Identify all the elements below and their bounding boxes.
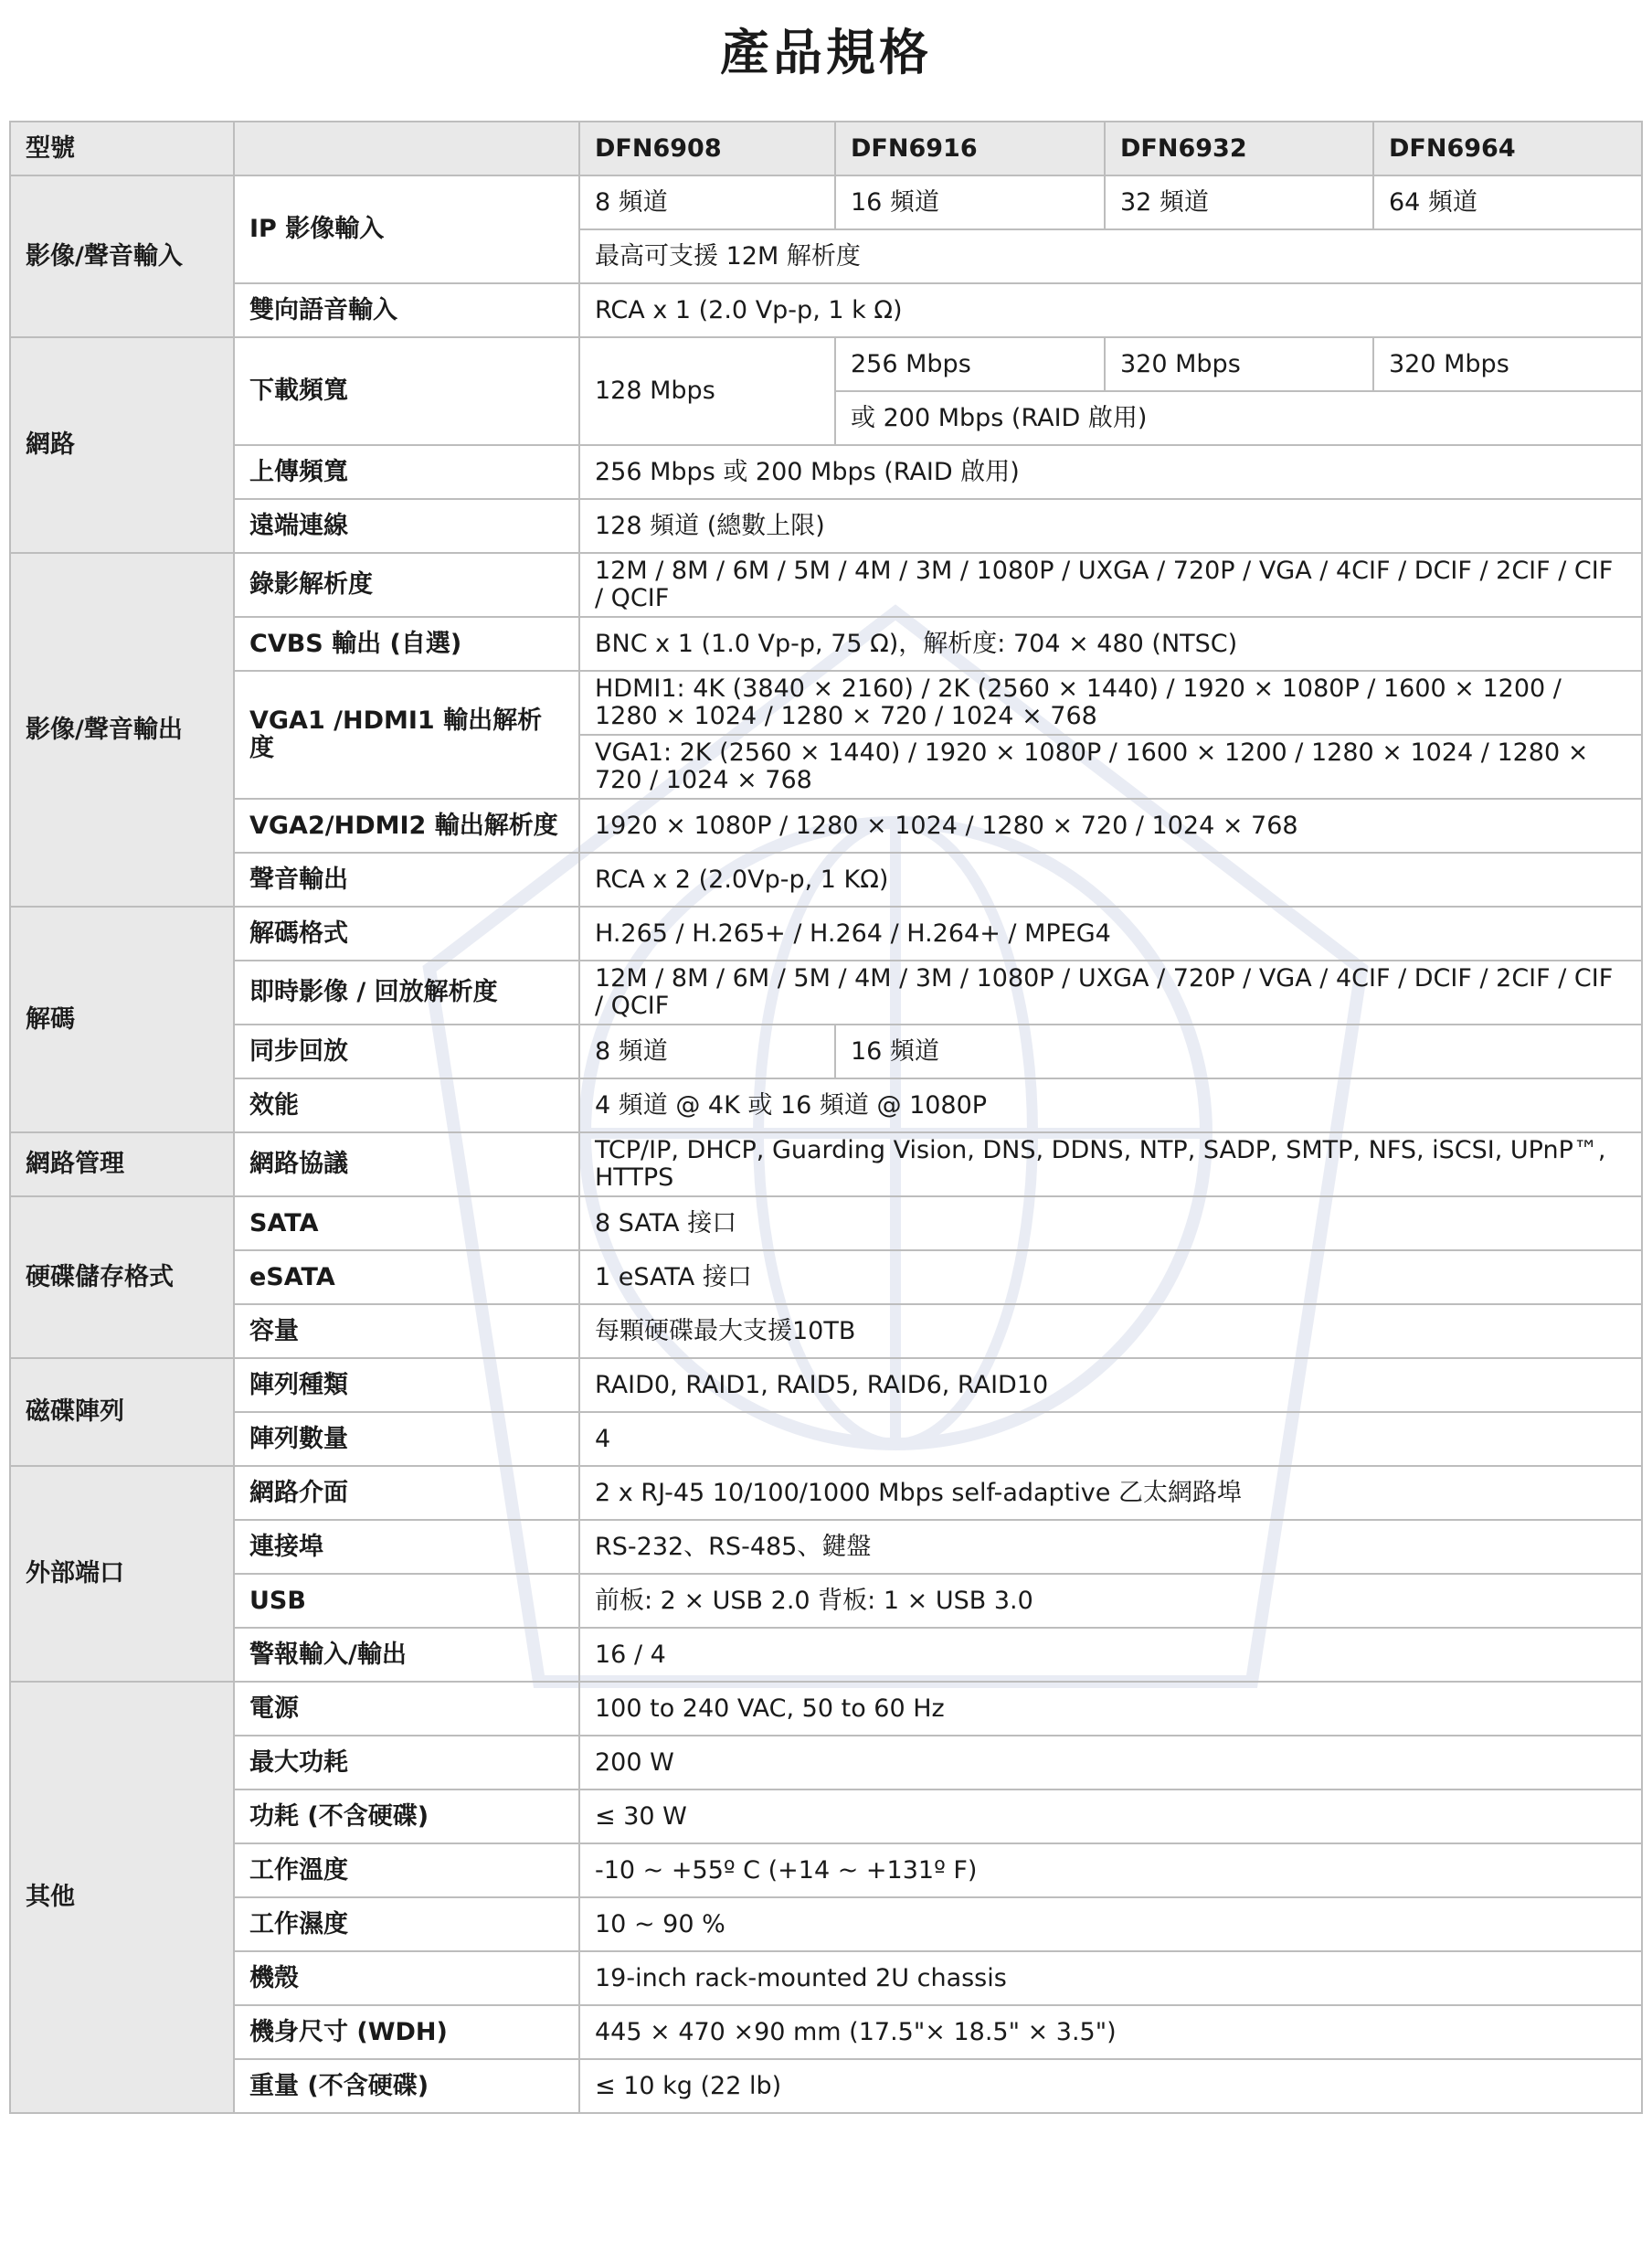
value-cell: 最高可支援 12M 解析度: [579, 229, 1642, 283]
table-row: [10, 1628, 1642, 1682]
table-row: [10, 1789, 1642, 1843]
table-row: [10, 1520, 1642, 1574]
label-chassis: 機殼: [234, 1951, 579, 2005]
value-cell: 前板: 2 × USB 2.0 背板: 1 × USB 3.0: [579, 1574, 1642, 1628]
value-cell: 19-inch rack-mounted 2U chassis: [579, 1951, 1642, 2005]
label-vga2-hdmi2: VGA2/HDMI2 輸出解析度: [234, 799, 579, 853]
model-dfn6916: DFN6916: [835, 122, 1105, 175]
label-weight: 重量 (不含硬碟): [234, 2059, 579, 2113]
value-cell: 256 Mbps 或 200 Mbps (RAID 啟用): [579, 445, 1642, 499]
value-cell: 16 / 4: [579, 1628, 1642, 1682]
label-performance: 效能: [234, 1078, 579, 1132]
label-humidity: 工作濕度: [234, 1897, 579, 1951]
table-row: [10, 1132, 1642, 1196]
table-row: [10, 671, 1642, 735]
value-cell: TCP/IP, DHCP, Guarding Vision, DNS, DDNS, NTP, SADP, SMTP, NFS, iSCSI, UPnP™, HTTPS: [579, 1132, 1642, 1196]
table-row: [10, 553, 1642, 617]
label-remote: 遠端連線: [234, 499, 579, 553]
value-cell: 或 200 Mbps (RAID 啟用): [835, 391, 1642, 445]
value-cell: 2 x RJ-45 10/100/1000 Mbps self-adaptive 乙太網路埠: [579, 1466, 1642, 1520]
value-cell: 8 頻道: [579, 175, 835, 229]
value-cell: 8 SATA 接口: [579, 1196, 1642, 1250]
value-cell: H.265 / H.265+ / H.264 / H.264+ / MPEG4: [579, 907, 1642, 961]
category-storage: 硬碟儲存格式: [10, 1196, 234, 1358]
model-header-label: 型號: [10, 122, 234, 175]
table-row: [10, 1412, 1642, 1466]
value-cell: 256 Mbps: [835, 337, 1105, 391]
value-cell: RAID0, RAID1, RAID5, RAID6, RAID10: [579, 1358, 1642, 1412]
table-row: [10, 1736, 1642, 1789]
label-sata: SATA: [234, 1196, 579, 1250]
category-network-mgmt: 網路管理: [10, 1132, 234, 1196]
table-row: [10, 1304, 1642, 1358]
table-row: [10, 1078, 1642, 1132]
label-ip-input: IP 影像輸入: [234, 175, 579, 283]
model-dfn6932: DFN6932: [1105, 122, 1373, 175]
label-raid-type: 陣列種類: [234, 1358, 579, 1412]
label-sync-playback: 同步回放: [234, 1025, 579, 1078]
table-row: [10, 445, 1642, 499]
value-cell: 16 頻道: [835, 1025, 1642, 1078]
value-cell: 1 eSATA 接口: [579, 1250, 1642, 1304]
label-dimensions: 機身尺寸 (WDH): [234, 2005, 579, 2059]
value-cell: RCA x 1 (2.0 Vp-p, 1 k Ω): [579, 283, 1642, 337]
label-network-interface: 網路介面: [234, 1466, 579, 1520]
value-cell: -10 ~ +55º C (+14 ~ +131º F): [579, 1843, 1642, 1897]
table-row: [10, 1897, 1642, 1951]
value-cell: BNC x 1 (1.0 Vp-p, 75 Ω)，解析度: 704 × 480 (NTSC): [579, 617, 1642, 671]
table-row: [10, 1358, 1642, 1412]
table-row: [10, 617, 1642, 671]
table-row: [10, 1843, 1642, 1897]
label-vga1-hdmi1: VGA1 /HDMI1 輸出解析度: [234, 671, 579, 799]
category-ports: 外部端口: [10, 1466, 234, 1682]
label-audio-input: 雙向語音輸入: [234, 283, 579, 337]
value-cell: HDMI1: 4K (3840 × 2160) / 2K (2560 × 1440) / 1920 × 1080P / 1600 × 1200 / 1280 × 1024 / 1280 × 720 / 1024 × 768: [579, 671, 1642, 735]
table-row: [10, 907, 1642, 961]
table-row: [10, 175, 1642, 229]
value-cell: VGA1: 2K (2560 × 1440) / 1920 × 1080P / 1600 × 1200 / 1280 × 1024 / 1280 × 720 / 1024 × 768: [579, 735, 1642, 799]
table-row: [10, 1466, 1642, 1520]
value-cell: 4 頻道 @ 4K 或 16 頻道 @ 1080P: [579, 1078, 1642, 1132]
table-row: [10, 1951, 1642, 2005]
value-cell: 200 W: [579, 1736, 1642, 1789]
value-cell: 64 頻道: [1373, 175, 1642, 229]
value-cell: ≤ 30 W: [579, 1789, 1642, 1843]
value-cell: 12M / 8M / 6M / 5M / 4M / 3M / 1080P / UXGA / 720P / VGA / 4CIF / DCIF / 2CIF / CIF / QCIF: [579, 553, 1642, 617]
table-row: [10, 853, 1642, 907]
label-download: 下載頻寬: [234, 337, 579, 445]
label-temperature: 工作溫度: [234, 1843, 579, 1897]
value-cell: 445 × 470 ×90 mm (17.5"× 18.5" × 3.5"): [579, 2005, 1642, 2059]
value-cell: 12M / 8M / 6M / 5M / 4M / 3M / 1080P / UXGA / 720P / VGA / 4CIF / DCIF / 2CIF / CIF / QCIF: [579, 961, 1642, 1025]
table-row: [10, 1025, 1642, 1078]
label-audio-output: 聲音輸出: [234, 853, 579, 907]
table-row: [10, 2005, 1642, 2059]
label-protocols: 網路協議: [234, 1132, 579, 1196]
model-dfn6964: DFN6964: [1373, 122, 1642, 175]
table-row: [10, 499, 1642, 553]
table-row: [10, 2059, 1642, 2113]
category-raid: 磁碟陣列: [10, 1358, 234, 1466]
value-cell: 1920 × 1080P / 1280 × 1024 / 1280 × 720 / 1024 × 768: [579, 799, 1642, 853]
label-esata: eSATA: [234, 1250, 579, 1304]
table-row: [10, 1250, 1642, 1304]
category-decode: 解碼: [10, 907, 234, 1132]
label-raid-number: 陣列數量: [234, 1412, 579, 1466]
label-record-res: 錄影解析度: [234, 553, 579, 617]
value-cell: 10 ~ 90 %: [579, 1897, 1642, 1951]
label-upload: 上傳頻寬: [234, 445, 579, 499]
table-row: [10, 283, 1642, 337]
table-row: [10, 799, 1642, 853]
label-connector: 連接埠: [234, 1520, 579, 1574]
value-cell: 128 頻道 (總數上限): [579, 499, 1642, 553]
label-power: 電源: [234, 1682, 579, 1736]
table-row: [10, 1682, 1642, 1736]
table-row: [10, 1196, 1642, 1250]
value-cell: 16 頻道: [835, 175, 1105, 229]
header-blank: [234, 122, 579, 175]
value-cell: 4: [579, 1412, 1642, 1466]
value-cell: 100 to 240 VAC, 50 to 60 Hz: [579, 1682, 1642, 1736]
table-row: [10, 961, 1642, 1025]
page-title: 產品規格: [720, 24, 932, 81]
label-max-power: 最大功耗: [234, 1736, 579, 1789]
value-cell: 8 頻道: [579, 1025, 835, 1078]
category-other: 其他: [10, 1682, 234, 2113]
value-cell: 32 頻道: [1105, 175, 1373, 229]
value-cell: ≤ 10 kg (22 lb): [579, 2059, 1642, 2113]
value-cell: RCA x 2 (2.0Vp-p, 1 KΩ): [579, 853, 1642, 907]
category-network: 網路: [10, 337, 234, 553]
label-consumption: 功耗 (不含硬碟): [234, 1789, 579, 1843]
category-av-output: 影像/聲音輸出: [10, 553, 234, 907]
value-cell: 320 Mbps: [1105, 337, 1373, 391]
label-alarm-io: 警報輸入/輸出: [234, 1628, 579, 1682]
table-row: [10, 1574, 1642, 1628]
label-live-playback-res: 即時影像 / 回放解析度: [234, 961, 579, 1025]
model-dfn6908: DFN6908: [579, 122, 835, 175]
header-row: [10, 122, 1642, 175]
value-cell: 每顆硬碟最大支援10TB: [579, 1304, 1642, 1358]
label-decode-format: 解碼格式: [234, 907, 579, 961]
spec-table: [9, 121, 1643, 2114]
label-capacity: 容量: [234, 1304, 579, 1358]
category-av-input: 影像/聲音輸入: [10, 175, 234, 337]
value-cell: 320 Mbps: [1373, 337, 1642, 391]
label-usb: USB: [234, 1574, 579, 1628]
label-cvbs: CVBS 輸出 (自選): [234, 617, 579, 671]
table-row: [10, 337, 1642, 391]
value-cell: RS-232、RS-485、鍵盤: [579, 1520, 1642, 1574]
value-cell: 128 Mbps: [579, 337, 835, 445]
